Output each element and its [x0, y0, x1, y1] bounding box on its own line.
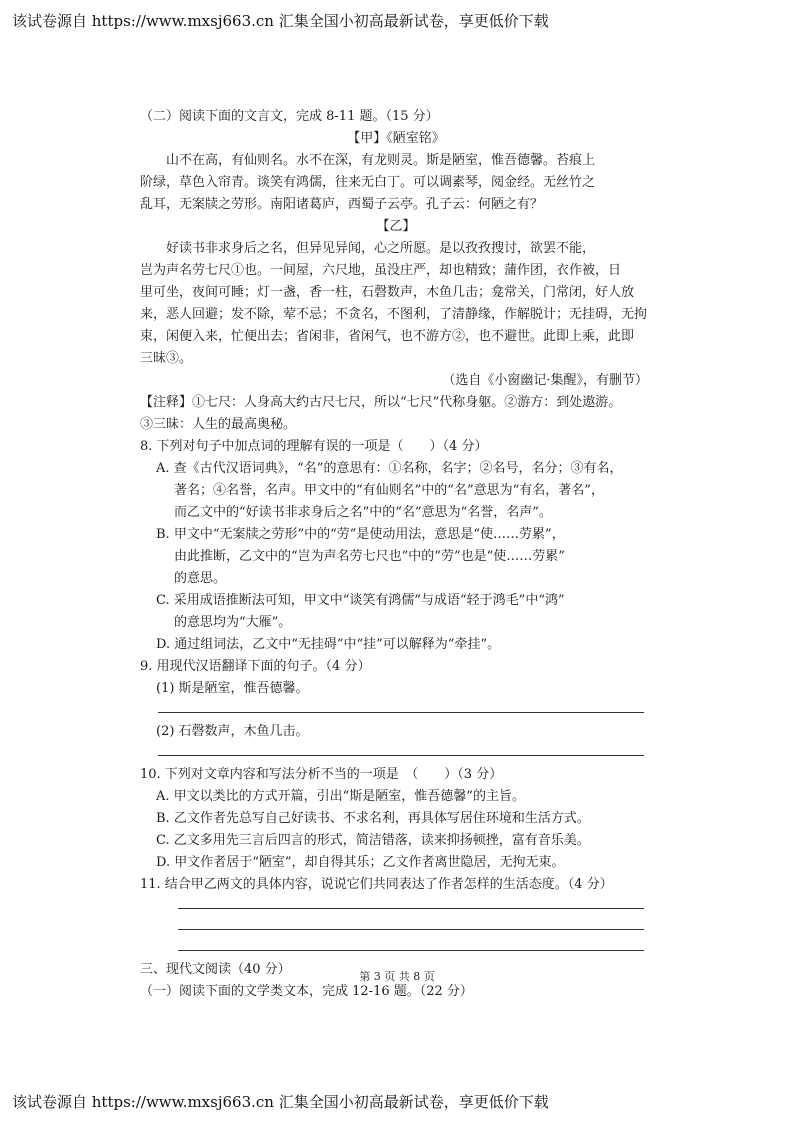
annotation-line: 【注释】①七尺：人身高大约古尺七尺，所以“七尺”代称身躯。②游方：到处遨游。 [140, 395, 622, 410]
annotation-line: ③三昧：人生的最高奥秘。 [140, 417, 297, 432]
question-9-stem: 9. 用现代汉语翻译下面的句子。（4 分） [140, 659, 371, 674]
answer-blank[interactable] [158, 743, 644, 756]
yi-line: 束，闲便入来，忙便出去；省闲非，省闲气，也不游方②，也不避世。此即上乘，此即 [140, 329, 635, 344]
yi-line: 里可坐，夜间可睡；灯一盏，香一柱，石磬数声，木鱼几击；龛常关，门常闭，好人放 [140, 285, 635, 300]
question-8-option: D. 通过组词法，乙文中“无挂碍”中“挂”可以解释为“牵挂”。 [156, 637, 501, 652]
question-8-option: B. 甲文中“无案牍之劳形”中的“劳”是使动用法，意思是“使……劳累”， [156, 527, 565, 542]
question-8-option: 的意思。 [174, 571, 227, 586]
question-9-item: (1) 斯是陋室，惟吾德馨。 [156, 681, 309, 696]
source-banner-bottom: 该试卷源自 https://www.mxsj663.cn 汇集全国小初高最新试卷，享更低价下载 [12, 1093, 549, 1111]
question-8-option: 的意思均为“大雁”。 [174, 615, 292, 630]
answer-blank[interactable] [178, 917, 644, 930]
section-heading: （二）阅读下面的文言文，完成 8-11 题。（15 分） [140, 109, 439, 124]
question-8-option: C. 采用成语推断法可知，甲文中“谈笑有鸿儒”与成语“轻于鸿毛”中“鸿” [156, 593, 565, 608]
jia-title: 【甲】《陋室铭》 [347, 131, 445, 146]
question-8-option: 由此推断，乙文中的“岂为声名劳七尺也”中的“劳”也是“使……劳累” [174, 549, 565, 564]
question-8-stem: 8. 下列对句子中加点词的理解有误的一项是（ ）（4 分） [140, 439, 488, 454]
part-3-subheading: （一）阅读下面的文学类文本，完成 12-16 题。（22 分） [140, 984, 473, 999]
jia-line: 乱耳，无案牍之劳形。南阳诸葛庐，西蜀子云亭。孔子云：何陋之有？ [140, 197, 544, 212]
yi-line: 来，恶人回避；发不除，荤不忌；不贪名，不图利，了清静缘，作解脱计；无挂碍，无拘 [140, 307, 648, 322]
jia-line: 山不在高，有仙则名。水不在深，有龙则灵。斯是陋室，惟吾德馨。苔痕上 [166, 153, 596, 168]
yi-line: 岂为声名劳七尺①也。一间屋，六尺地，虽没庄严，却也精致；蒲作团，衣作被，日 [140, 263, 622, 278]
yi-line: 三昧③。 [140, 351, 193, 366]
yi-title: 【乙】 [376, 219, 416, 234]
question-9-item: (2) 石磬数声，木鱼几击。 [156, 724, 309, 739]
question-10-option: A. 甲文以类比的方式开篇，引出“斯是陋室，惟吾德馨”的主旨。 [156, 789, 525, 804]
answer-blank[interactable] [158, 700, 644, 713]
page-content [140, 106, 652, 1003]
question-10-option: C. 乙文多用先三言后四言的形式，简洁错落，读来抑扬顿挫，富有音乐美。 [156, 833, 590, 848]
jia-line: 阶绿，草色入帘青。谈笑有鸿儒，往来无白丁。可以调素琴，阅金经。无丝竹之 [140, 175, 596, 190]
question-8-option: 而乙文中的“好读书非求身后之名”中的“名”意思为“名誉，名声”。 [174, 505, 552, 520]
yi-line: 好读书非求身后之名，但异见异闻，心之所愿。是以孜孜搜讨，欲罢不能， [166, 241, 596, 256]
question-8-option: A. 查《古代汉语词典》，“名”的意思有：①名称，名字；②名号，名分；③有名， [156, 461, 623, 476]
question-11-stem: 11. 结合甲乙两文的具体内容，说说它们共同表达了作者怎样的生活态度。（4 分） [140, 877, 613, 892]
question-10-option: D. 甲文作者居于“陋室”，却自得其乐；乙文作者离世隐居，无拘无束。 [156, 855, 565, 870]
question-10-stem: 10. 下列对文章内容和写法分析不当的一项是 （ ）（3 分） [140, 767, 503, 782]
question-8-option: 著名；④名誉，名声。甲文中的“有仙则名”中的“名”意思为“有名，著名”， [174, 483, 604, 498]
page-number: 第 3 页 共 8 页 [359, 970, 435, 983]
answer-blank[interactable] [178, 938, 644, 951]
source-citation: （选自《小窗幽记·集醒》，有删节） [442, 373, 648, 388]
answer-blank[interactable] [178, 896, 644, 909]
source-banner-top: 该试卷源自 https://www.mxsj663.cn 汇集全国小初高最新试卷，享更低价下载 [12, 12, 549, 30]
part-3-heading: 三、现代文阅读（40 分） [140, 962, 291, 977]
question-10-option: B. 乙文作者先总写自己好读书、不求名利，再具体写居住环境和生活方式。 [156, 811, 590, 826]
